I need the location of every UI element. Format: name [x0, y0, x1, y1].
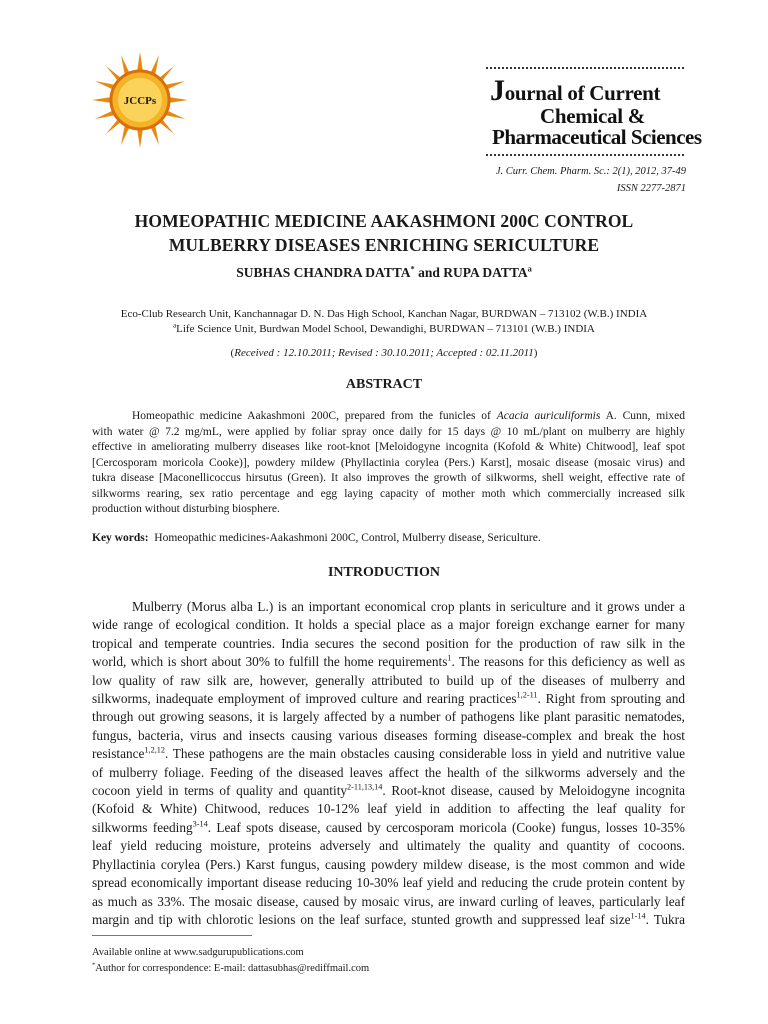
- abstract-line: tukra disease [Maconellicoccus hirsutus (Green). It also improves the growth of silkworms, shell weight, effective rate of: [92, 472, 685, 484]
- keywords: [92, 532, 541, 544]
- affiliation-1: Eco-Club Research Unit, Kanchannagar D. N. Das High School, Kanchan Nagar, BURDWAN – 713102 (W.B.) INDIA: [120, 308, 648, 320]
- introduction-body: [92, 598, 685, 929]
- abstract-line: with water @ 7.2 mg/mL, were applied by foliar spray once daily for 15 days @ 10 mL/plant on mulberry are highly: [92, 425, 685, 438]
- journal-title-line3: Pharmaceutical Sciences: [492, 125, 702, 149]
- intro-line: of mulberry foliage. Feeding of the diseased leaves affect the health of the silkworms adversely and the: [92, 764, 685, 780]
- intro-line: low quality of raw silk are, however, generally attributed to build up of the diseases of mulberry and: [92, 672, 685, 688]
- abstract-line: effective in ameliorating mulberry diseases like root-knot [Meloidogyne incognita (Kofold & White) Chitwood], leaf spot: [92, 441, 685, 453]
- article-title-line2: MULBERRY DISEASES ENRICHING SERICULTURE: [168, 235, 600, 255]
- logo-text: JCCPs: [123, 95, 157, 107]
- abstract-line: silkworms rearing, sex ratio percentage and egg laying capacity of mother moth which commercially increased silk: [92, 487, 685, 500]
- abstract-line: Homeopathic medicine Aakashmoni 200C, prepared from the funicles of Acacia auriculiformis A. Cunn, mixed: [132, 410, 686, 422]
- intro-line: silkworms, inadequate employment of improved culture and rearing practices$^{1,2-11}$. Right from sprouting and: [92, 690, 685, 707]
- abstract-heading: ABSTRACT: [345, 377, 423, 392]
- intro-line: tropical and temperate countries. India secures the second position for the production of raw silk in the: [92, 635, 685, 651]
- footnote-correspondence: *Author for correspondence: E-mail: dattasubhas@rediffmail.com: [92, 961, 370, 974]
- article-authors: SUBHAS CHANDRA DATTA* and RUPA DATTA$^a$: [236, 264, 532, 280]
- article-dates: (Received : 12.10.2011; Revised : 30.10.2011; Accepted : 02.11.2011): [230, 347, 538, 359]
- intro-line: silkworms feeding$^{3-14}$. Leaf spots disease, caused by cercosporam moricola (Cooke) fungus, losses 10-35%: [92, 819, 685, 835]
- intro-line: spread economically important disease reducing 10-30% leaf yield and reducing the crude protein content by: [92, 875, 685, 891]
- abstract-body: [92, 409, 685, 518]
- article-title-line1: HOMEOPATHIC MEDICINE AAKASHMONI 200C CONTROL: [134, 211, 634, 231]
- intro-line: Mulberry (Morus alba L.) is an important economical crop plants in sericulture and it grows under a: [132, 599, 685, 614]
- intro-line: resistance$^{1,2,12}$. These pathogens are the main obstacles causing considerable loss in yield and nutritive value: [92, 745, 685, 762]
- footnote-rule: [92, 935, 252, 936]
- intro-line: margin and tip with chlorotic lesions on the leaf surface, stunted growth and suppressed leaf size$^{1-14}$. Tukra: [92, 911, 685, 927]
- header-dotted-rule-top: [486, 67, 684, 69]
- intro-line: (Kofoid & White) Chitwood, reduces 10-12% leaf yield in addition to affecting the leaf quality for: [92, 801, 685, 817]
- journal-title-line2: Chemical &: [540, 104, 645, 128]
- affiliation-2: $^a$Life Science Unit, Burdwan Model School, Dewandighi, BURDWAN – 713101 (W.B.) INDIA: [173, 322, 595, 335]
- keywords-label: Key words:: [92, 532, 149, 544]
- abstract-line: production without disturbing biosphere.: [92, 503, 280, 515]
- author-1: SUBHAS CHANDRA DATTA: [236, 265, 411, 280]
- abstract-line: [Cercosporam moricola Cooke)], powdery mildew (Phyllactinia corylea (Pers.) Karst], mosaic disease (mosaic virus) and: [92, 456, 685, 469]
- journal-logo: [90, 50, 190, 150]
- footnote-available: Available online at www.sadgurupublications.com: [92, 947, 304, 958]
- keywords-text: Homeopathic medicines-Aakashmoni 200C, Control, Mulberry disease, Sericulture.: [154, 532, 541, 544]
- intro-line: fungus, bacteria, virus and insects causing various diseases forming disease-complex and break the host: [92, 727, 685, 743]
- author-2: RUPA DATTA: [443, 265, 528, 280]
- intro-line: wide range of ecological condition. It holds a special place as a major foreign exchange earner for many: [92, 617, 685, 633]
- intro-line: cocoon yield in terms of quality and quantity$^{2-11,13,14}$. Root-knot disease, caused by Meloidogyne incognita: [92, 782, 686, 799]
- header-dotted-rule-bottom: [486, 154, 684, 156]
- intro-line: as much as 33%. The mosaic disease, caused by mosaic virus, are inward curling of leaves, particularly leaf: [92, 893, 685, 909]
- introduction-heading: INTRODUCTION: [327, 565, 440, 580]
- intro-line: through out growing seasons, it is largely affected by a number of pathogens like plant parasitic nematodes,: [92, 709, 685, 725]
- intro-line: world, which is short about 30% to fulfill the home requirements$^1$. The reasons for this deficiency as well as: [92, 653, 685, 670]
- journal-citation: J. Curr. Chem. Pharm. Sc.: 2(1), 2012, 37-49: [495, 166, 686, 177]
- journal-title-line1: Journal of Current: [490, 74, 661, 107]
- intro-line: Phyllactinia corylea (Pers.) Karst fungus, causing powdery mildew disease, is the most common and wide: [92, 856, 685, 872]
- journal-issn: ISSN 2277-2871: [616, 183, 686, 194]
- intro-line: leaf yield reducing moisture, proteins adversely and ultimately the quality and quantity of cocoons.: [92, 838, 685, 854]
